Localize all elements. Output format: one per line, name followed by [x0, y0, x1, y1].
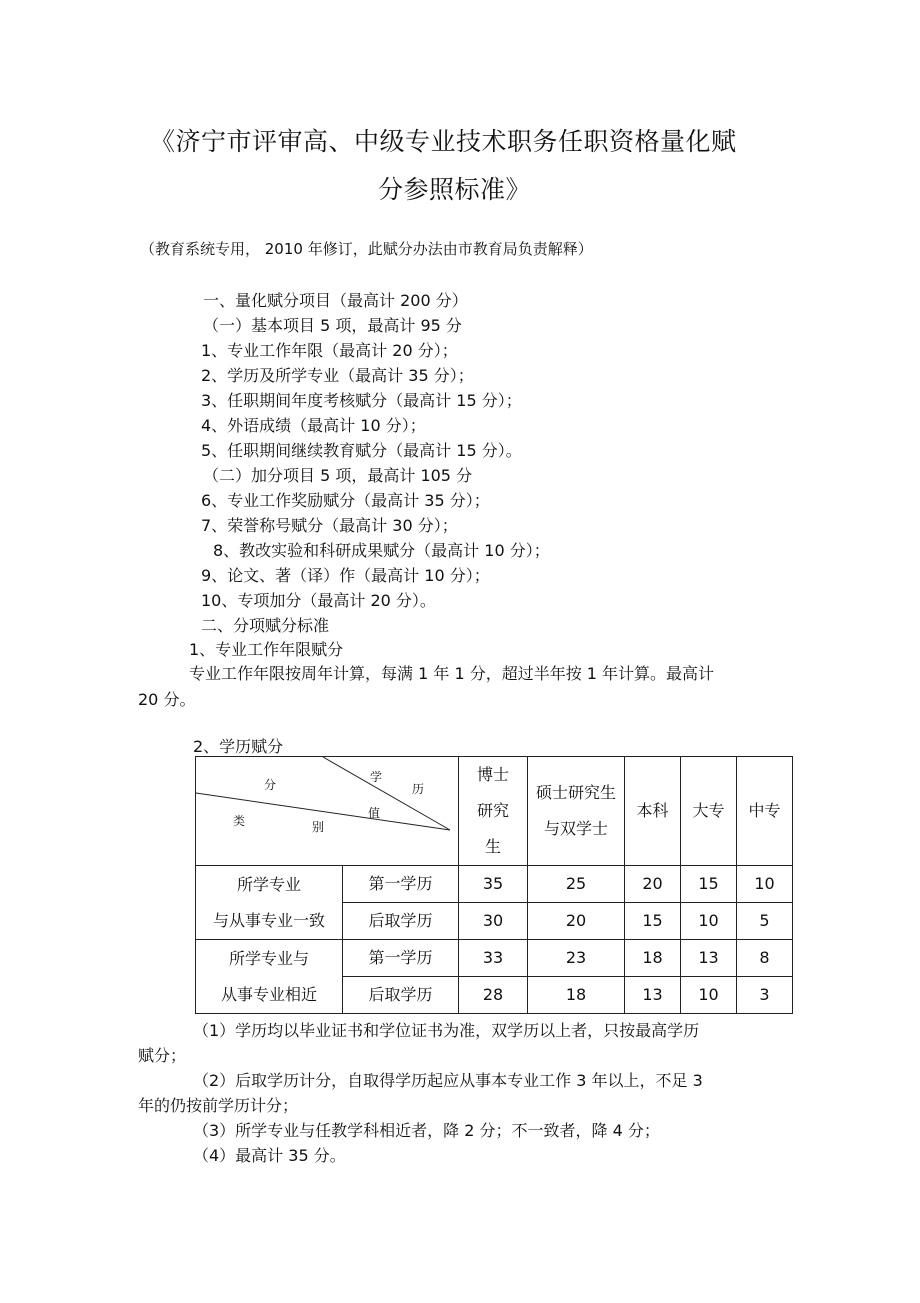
- list-item: 2、学历及所学专业（最高计 35 分）；: [201, 366, 474, 385]
- paragraph: 20 分。: [138, 690, 196, 709]
- list-item: 6、专业工作奖励赋分（最高计 35 分）；: [201, 491, 490, 510]
- table-header-row: [196, 757, 793, 866]
- score-cell: 13: [681, 940, 737, 977]
- bonus-items-heading: （二）加分项目 5 项，最高计 105 分: [203, 466, 473, 485]
- column-header-line: 与双学士: [543, 819, 608, 838]
- score-cell: 30: [459, 903, 528, 940]
- score-cell: 18: [528, 977, 625, 1014]
- column-header-line: 博士: [476, 765, 509, 784]
- note: （4）最高计 35 分。: [193, 1146, 346, 1165]
- subsection1-heading: 1、专业工作年限赋分: [189, 640, 344, 659]
- score-cell: 10: [737, 866, 793, 903]
- document-title-line1: 《济宁市评审高、中级专业技术职务任职资格量化赋: [150, 127, 737, 156]
- diag-label: 值: [368, 806, 381, 820]
- column-header: 中专: [737, 757, 793, 866]
- list-item: 4、外语成绩（最高计 10 分）；: [201, 416, 426, 435]
- degree-type: 第一学历: [343, 866, 459, 903]
- score-cell: 23: [528, 940, 625, 977]
- score-cell: 13: [625, 977, 681, 1014]
- list-item: 9、论文、著（译）作（最高计 10 分）；: [201, 566, 490, 585]
- list-item: 5、任职期间继续教育赋分（最高计 15 分）。: [201, 441, 522, 460]
- table-row: [196, 866, 793, 903]
- score-cell: 20: [528, 903, 625, 940]
- score-cell: 28: [459, 977, 528, 1014]
- table-row: [196, 940, 793, 977]
- diag-label: 学: [370, 770, 383, 784]
- list-item: 8、教改实验和科研成果赋分（最高计 10 分）；: [213, 541, 550, 560]
- group-label-line: 从事专业相近: [220, 984, 317, 1004]
- column-header-line: 生: [484, 837, 501, 856]
- score-cell: 20: [625, 866, 681, 903]
- group-label-line: 与从事专业一致: [212, 910, 325, 930]
- section2-heading: 二、分项赋分标准: [201, 616, 330, 635]
- score-cell: 35: [459, 866, 528, 903]
- column-header: [528, 757, 625, 866]
- score-cell: 18: [625, 940, 681, 977]
- note: （2）后取学历计分，自取得学历起应从事本专业工作 3 年以上，不足 3: [193, 1071, 703, 1090]
- score-cell: 25: [528, 866, 625, 903]
- column-header-line: 硕士研究生: [535, 783, 616, 802]
- column-header: [459, 757, 528, 866]
- score-cell: 5: [737, 903, 793, 940]
- note: （1）学历均以毕业证书和学位证书为准，双学历以上者，只按最高学历: [193, 1021, 700, 1040]
- degree-type: 后取学历: [343, 977, 459, 1014]
- diag-label: 别: [312, 820, 325, 834]
- diag-label: 类: [233, 814, 246, 828]
- group-label: [196, 866, 343, 940]
- list-item: 1、专业工作年限（最高计 20 分）；: [201, 341, 458, 360]
- basic-items-heading: （一）基本项目 5 项，最高计 95 分: [203, 316, 462, 335]
- list-item: 3、任职期间年度考核赋分（最高计 15 分）；: [201, 391, 522, 410]
- section1-heading: 一、量化赋分项目（最高计 200 分）: [203, 291, 468, 310]
- column-header: 大专: [681, 757, 737, 866]
- note-continuation: 年的仍按前学历计分；: [138, 1096, 299, 1115]
- group-label-line: 所学专业: [236, 874, 301, 894]
- paragraph: 专业工作年限按周年计算，每满 1 年 1 分，超过半年按 1 年计算。最高计: [189, 664, 715, 683]
- column-header-line: 研究: [476, 801, 509, 820]
- group-label: [196, 940, 343, 1014]
- list-item: 10、专项加分（最高计 20 分）。: [201, 591, 436, 610]
- note: （3）所学专业与任教学科相近者，降 2 分；不一致者，降 4 分；: [193, 1121, 660, 1140]
- note-continuation: 赋分；: [138, 1046, 187, 1065]
- diagonal-header-cell: [196, 757, 459, 866]
- degree-type: 第一学历: [343, 940, 459, 977]
- diag-label: 历: [412, 782, 425, 796]
- score-cell: 15: [625, 903, 681, 940]
- score-cell: 10: [681, 977, 737, 1014]
- subsection2-heading: 2、学历赋分: [193, 737, 284, 756]
- score-cell: 3: [737, 977, 793, 1014]
- score-cell: 15: [681, 866, 737, 903]
- score-cell: 33: [459, 940, 528, 977]
- list-item: 7、荣誉称号赋分（最高计 30 分）；: [201, 516, 458, 535]
- diag-label: 分: [264, 778, 277, 792]
- group-label-line: 所学专业与: [228, 948, 309, 968]
- score-cell: 8: [737, 940, 793, 977]
- degree-type: 后取学历: [343, 903, 459, 940]
- education-score-table: [195, 756, 793, 1014]
- column-header: 本科: [625, 757, 681, 866]
- subtitle: （教育系统专用， 2010 年修订，此赋分办法由市教育局负责解释）: [140, 240, 593, 258]
- score-cell: 10: [681, 903, 737, 940]
- document-title-line2: 分参照标准》: [378, 175, 532, 204]
